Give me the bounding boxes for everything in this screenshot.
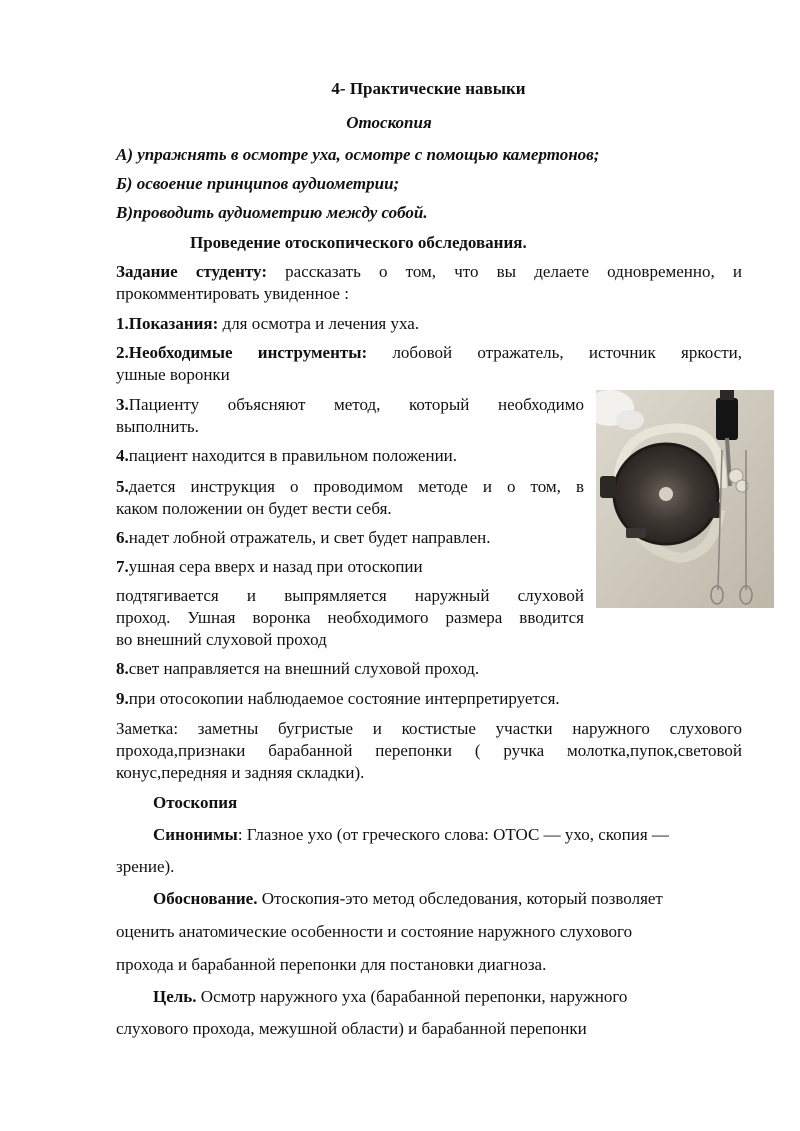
item-2-line-1 bbox=[116, 342, 742, 364]
item-8-num: 8. bbox=[116, 659, 129, 678]
head-mirror-photo bbox=[596, 390, 774, 608]
item-8-text: свет направляется на внешний слуховой проход. bbox=[128, 659, 480, 678]
item-7-text: ушная сера вверх и назад при отоскопии bbox=[128, 557, 423, 576]
basis-text-1: Отоскопия-это метод обследования, который позволяет bbox=[257, 889, 663, 908]
task-line-2: прокомментировать увиденное : bbox=[116, 284, 349, 303]
note-line-3: конус,передняя и задняя складки). bbox=[116, 763, 365, 782]
synonyms-text-1: : Глазное ухо (от греческого слова: ОТОС — ухо, скопия — bbox=[237, 825, 669, 844]
task-text-1: рассказать о том, что вы делаете одновременно, и bbox=[285, 262, 743, 281]
item-9 bbox=[116, 688, 560, 710]
item-8 bbox=[116, 658, 479, 680]
item-3-text-1: Пациенту объясняют метод, который необходимо bbox=[128, 395, 584, 414]
item-7 bbox=[116, 556, 423, 578]
item-6-text: надет лобной отражатель, и свет будет направлен. bbox=[128, 528, 491, 547]
basis-line-1 bbox=[153, 888, 663, 910]
item-9-text: при отосокопии наблюдаемое состояние интерпретируется. bbox=[128, 689, 560, 708]
item-2-label bbox=[116, 343, 367, 362]
item-7-line-2: подтягивается и выпрямляется наружный слуховой bbox=[116, 586, 584, 605]
item-7-num: 7. bbox=[116, 557, 129, 576]
item-4-text: пациент находится в правильном положении. bbox=[128, 446, 458, 465]
goal-a: А) упражнять в осмотре уха, осмотре с помощью камертонов; bbox=[116, 145, 600, 164]
item-2-text-1: лобовой отражатель, источник яркости, bbox=[392, 343, 742, 362]
goal-c: В)проводить аудиометрию между собой. bbox=[116, 203, 428, 222]
item-5-line-2: каком положении он будет вести себя. bbox=[116, 499, 392, 518]
item-1-text: для осмотра и лечения уха. bbox=[222, 314, 420, 333]
page-title: 4- Практические навыки bbox=[331, 79, 526, 98]
item-3-num: 3. bbox=[116, 395, 129, 414]
goal-b: Б) освоение принципов аудиометрии; bbox=[116, 174, 400, 193]
basis-label: Обоснование. bbox=[153, 889, 258, 908]
basis-line-2: оценить анатомические особенности и состояние наружного слухового bbox=[116, 922, 633, 941]
item-6-num: 6. bbox=[116, 528, 129, 547]
basis-line-3: прохода и барабанной перепонки для постановки диагноза. bbox=[116, 955, 547, 974]
goal-line-1 bbox=[153, 986, 627, 1008]
item-4 bbox=[116, 445, 457, 467]
task-line-1 bbox=[116, 261, 742, 283]
goal-label: Цель. bbox=[153, 987, 197, 1006]
item-2-num: 2. bbox=[116, 343, 129, 362]
item-9-num: 9. bbox=[116, 689, 129, 708]
head-mirror-image bbox=[596, 390, 774, 608]
synonyms-label: Синонимы bbox=[153, 825, 238, 844]
task-label: Задание студенту: bbox=[116, 262, 267, 281]
page-subtitle: Отоскопия bbox=[346, 113, 432, 132]
item-6 bbox=[116, 527, 490, 549]
goal-text-1: Осмотр наружного уха (барабанной перепонки, наружного bbox=[196, 987, 628, 1006]
item-5-line-1 bbox=[116, 476, 584, 498]
item-2-label-text: Необходимые инструменты: bbox=[128, 343, 368, 362]
item-7-line-4: во внешний слуховой проход bbox=[116, 630, 327, 649]
item-1-num: 1. bbox=[116, 314, 129, 333]
note-line-1: Заметка: заметны бугристые и костистые участки наружного слухового bbox=[116, 719, 742, 738]
item-1 bbox=[116, 313, 419, 335]
item-1-label: Показания: bbox=[128, 314, 219, 333]
procedure-title: Проведение отоскопического обследования. bbox=[190, 233, 527, 252]
item-4-num: 4. bbox=[116, 446, 129, 465]
item-5-num: 5. bbox=[116, 477, 129, 496]
note-line-2: прохода,признаки барабанной перепонки ( ручка молотка,пупок,световой bbox=[116, 741, 742, 760]
item-3-line-2: выполнить. bbox=[116, 417, 199, 436]
item-2-line-2: ушные воронки bbox=[116, 365, 230, 384]
synonyms-line-2: зрение). bbox=[116, 857, 175, 876]
synonyms-line-1 bbox=[153, 824, 669, 846]
item-7-line-3: проход. Ушная воронка необходимого размера вводится bbox=[116, 608, 584, 627]
goal-line-2: слухового прохода, межушной области) и барабанной перепонки bbox=[116, 1019, 587, 1038]
item-3-line-1 bbox=[116, 394, 584, 416]
section-title: Отоскопия bbox=[153, 793, 238, 812]
item-5-text-1: дается инструкция о проводимом методе и о том, в bbox=[128, 477, 584, 496]
